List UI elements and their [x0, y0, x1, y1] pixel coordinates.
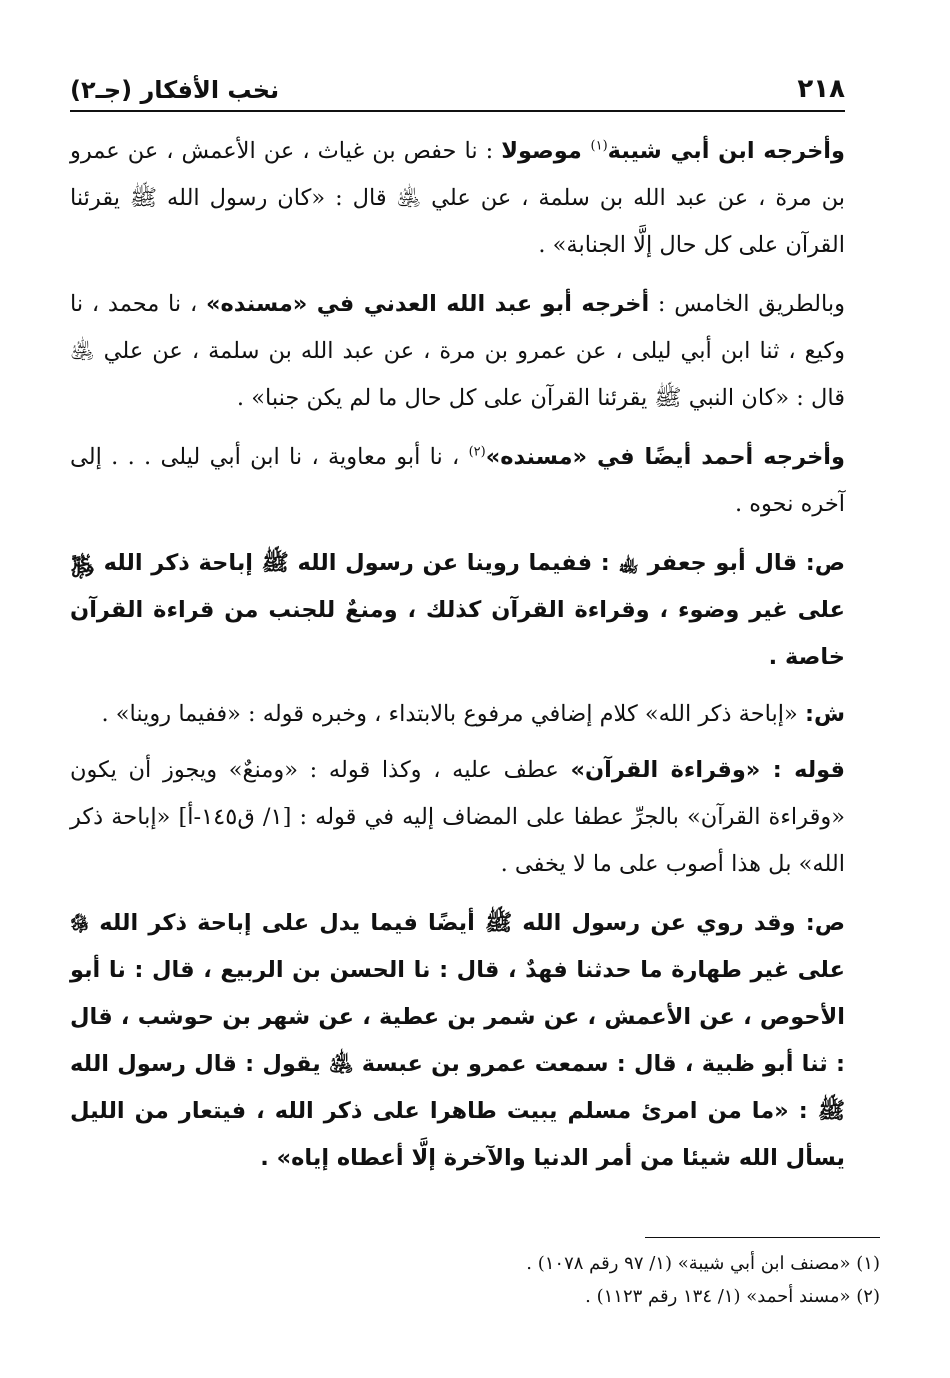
page-header [70, 60, 845, 112]
paragraph-text: : نا حفص بن غياث ، عن الأعمش ، عن عمرو بن مرة ، عن عبد الله بن سلمة ، عن علي ﵁ قال : «كان رسول الله ﷺ يقرئنا القرآن على كل حال إلَّا الجنابة» . [70, 138, 845, 258]
footnote-ref: (١) [590, 138, 608, 154]
footnote: (٢) «مسند أحمد» (١/ ١٣٤ رقم ١١٢٣) . [585, 1286, 880, 1307]
body-text [70, 128, 845, 1182]
paragraph-prefix: وبالطريق الخامس : [649, 291, 845, 317]
paragraph [70, 128, 845, 269]
footnotes [105, 1247, 880, 1313]
paragraph-matn: ص: قال أبو جعفر ﵀ : ففيما روينا عن رسول الله ﷺ إباحة ذكر الله ﷿ على غير وضوء ، وقراءة القرآن كذلك ، ومنعٌ للجنب من قراءة القرآن خاصة . [70, 550, 845, 670]
paragraph-lead: أخرجه أبو عبد الله العدني في «مسنده» [205, 291, 650, 317]
paragraph-text: «إباحة ذكر الله» كلام إضافي مرفوع بالابتداء ، وخبره قوله : «ففيما روينا» . [101, 701, 805, 727]
paragraph [70, 281, 845, 422]
running-title: نخب الأفكار (جـ٢) [70, 76, 280, 104]
footnote: (١) «مصنف ابن أبي شيبة» (١/ ٩٧ رقم ١٠٧٨) . [526, 1253, 880, 1274]
paragraph-text: ، نا أبو معاوية ، نا ابن أبي ليلى . . . إلى آخره نحوه . [70, 444, 845, 517]
page-number: ٢١٨ [797, 74, 845, 104]
paragraph [70, 434, 845, 528]
paragraph [70, 747, 845, 888]
paragraph-lead: موصولا [501, 138, 591, 164]
paragraph-text: ، نا محمد ، نا وكيع ، ثنا ابن أبي ليلى ، عن عمرو بن مرة ، عن عبد الله بن سلمة ، عن علي ﵁ قال : «كان النبي ﷺ يقرئنا القرآن على كل حال ما لم يكن جنبا» . [70, 291, 845, 411]
paragraph-matn: ص: وقد روي عن رسول الله ﷺ أيضًا فيما يدل على إباحة ذكر الله ﷿ على غير طهارة ما حدثنا فهدٌ ، قال : نا الحسن بن الربيع ، قال : نا أبو الأحوص ، عن الأعمش ، عن شمر بن عطية ، عن شهر بن حوشب ، قال : ثنا أبو ظبية ، قال : سمعت عمرو بن عبسة ﵁ يقول : قال رسول الله ﷺ : «ما من امرئ مسلم يبيت طاهرا على ذكر الله ، فيتعار من الليل يسأل الله شيئا من أمر الدنيا والآخرة إلَّا أعطاه إياه» . [70, 910, 845, 1171]
paragraph-text: عطف عليه ، وكذا قوله : «ومنعٌ» ويجوز أن يكون «وقراءة القرآن» بالجرِّ عطفا على المضاف إليه في قوله : [١/ ق١٤٥-أ] «إباحة ذكر الله» بل هذا أصوب على ما لا يخفى . [70, 757, 845, 877]
footnote-ref: (٢) [468, 444, 486, 460]
paragraph-lead: قوله : «وقراءة القرآن» [570, 757, 845, 783]
paragraph-lead: وأخرجه ابن أبي شيبة [607, 138, 845, 164]
footnote-divider [645, 1237, 880, 1238]
paragraph-lead: ش: [804, 701, 845, 727]
paragraph-lead: وأخرجه أحمد أيضًا في «مسنده» [485, 444, 846, 470]
paragraph [70, 693, 845, 735]
document-page [70, 60, 845, 1194]
